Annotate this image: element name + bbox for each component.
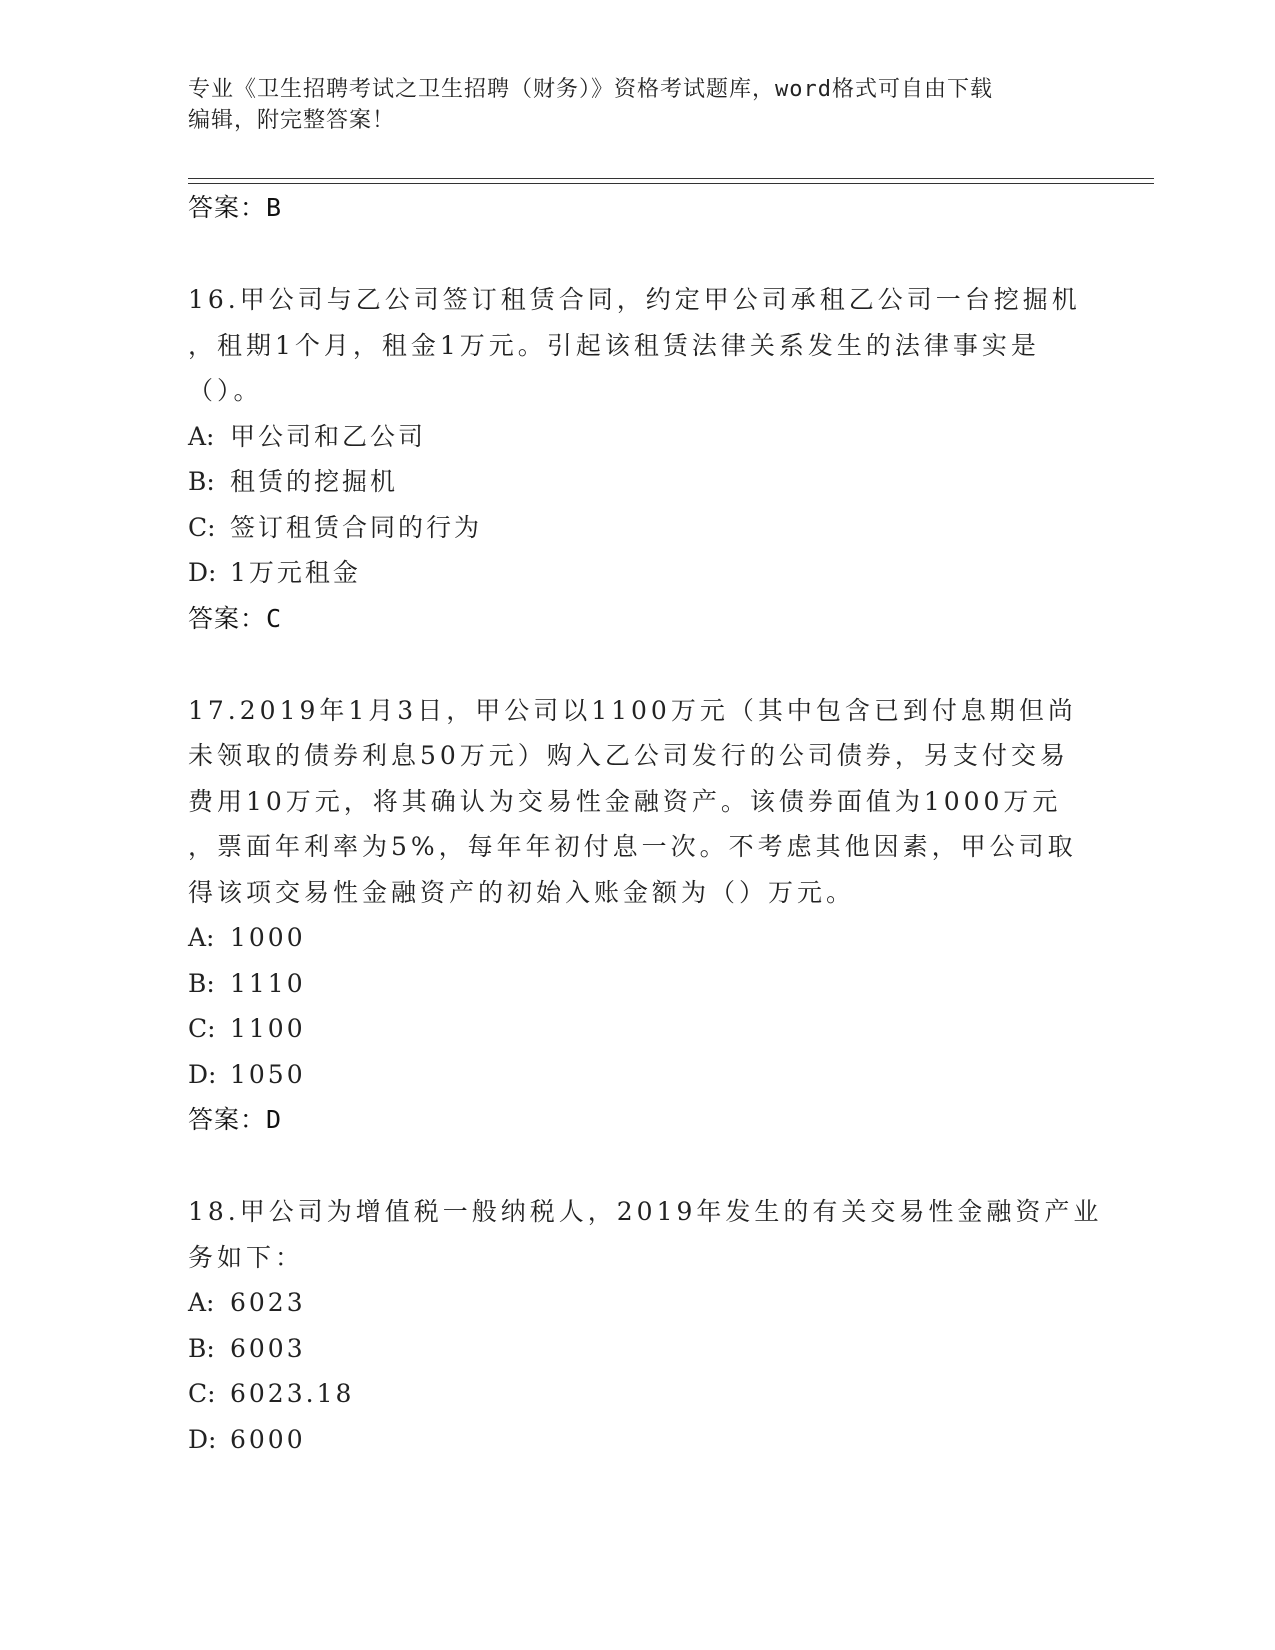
question-stem-line: 16.甲公司与乙公司签订租赁合同，约定甲公司承租乙公司一台挖掘机 — [188, 285, 1081, 314]
question-stem-line: ，租期1个月，租金1万元。引起该租赁法律关系发生的法律事实是 — [188, 330, 1040, 360]
option-key: B: — [188, 968, 215, 998]
question-stem-line: （）。 — [188, 376, 263, 405]
option-text: 6023.18 — [230, 1379, 355, 1408]
document-body — [188, 185, 1103, 1462]
option-key: D: — [188, 1059, 217, 1089]
header-line-2: 编辑，附完整答案！ — [188, 108, 396, 133]
option-text: 6023 — [230, 1288, 306, 1317]
header-rule-bottom — [188, 183, 1154, 184]
option-key: A: — [188, 1288, 215, 1317]
option-text: 1000 — [230, 923, 306, 952]
option-key: B: — [188, 467, 215, 496]
option-b — [188, 459, 1088, 505]
option-a — [188, 1280, 1088, 1326]
question-answer: 答案：C — [188, 603, 283, 633]
question-stem-line: 得该项交易性金融资产的初始入账金额为（）万元。 — [188, 877, 856, 907]
option-key: D: — [188, 1424, 217, 1454]
option-c — [188, 505, 1088, 551]
header-rule-top — [188, 178, 1154, 179]
option-key: A: — [188, 923, 215, 952]
option-text: 1万元租金 — [230, 558, 361, 587]
option-text: 签订租赁合同的行为 — [230, 512, 483, 542]
question-stem-line: 务如下： — [188, 1242, 305, 1272]
option-text: 甲公司和乙公司 — [230, 421, 427, 451]
option-b — [188, 961, 1088, 1007]
option-text: 6000 — [230, 1424, 306, 1454]
question-stem-line: 17.2019年1月3日，甲公司以1100万元（其中包含已到付息期但尚 — [188, 695, 1077, 725]
previous-answer: 答案：B — [188, 193, 283, 222]
header-line-1: 专业《卫生招聘考试之卫生招聘（财务）》资格考试题库，word格式可自由下载 — [188, 77, 993, 102]
option-key: A: — [188, 421, 215, 451]
question-stem-line: ，票面年利率为5%，每年年初付息一次。不考虑其他因素，甲公司取 — [188, 832, 1077, 861]
question-answer: 答案：D — [188, 1105, 283, 1134]
option-text: 6003 — [230, 1333, 306, 1363]
question-stem-line: 费用10万元，将其确认为交易性金融资产。该债券面值为1000万元 — [188, 786, 1062, 816]
question-stem-line: 18.甲公司为增值税一般纳税人，2019年发生的有关交易性金融资产业 — [188, 1197, 1103, 1226]
option-d — [188, 1052, 1088, 1098]
option-key: C: — [188, 1379, 216, 1408]
option-text: 1110 — [230, 968, 306, 998]
option-a — [188, 915, 1088, 961]
option-c — [188, 1006, 1088, 1052]
option-text: 租赁的挖掘机 — [230, 467, 399, 496]
option-a — [188, 414, 1088, 460]
question-18 — [188, 1189, 1103, 1462]
question-stem-line: 未领取的债券利息50万元）购入乙公司发行的公司债券，另支付交易 — [188, 741, 1069, 770]
option-text: 1050 — [230, 1059, 306, 1089]
document-header — [188, 74, 1088, 136]
question-16 — [188, 277, 1088, 642]
option-key: D: — [188, 558, 217, 587]
option-key: C: — [188, 1014, 216, 1043]
option-d — [188, 550, 1088, 596]
option-key: B: — [188, 1333, 215, 1363]
option-b — [188, 1326, 1088, 1372]
question-17 — [188, 688, 1088, 1144]
option-d — [188, 1417, 1088, 1463]
option-text: 1100 — [230, 1014, 306, 1043]
option-c — [188, 1371, 1088, 1417]
option-key: C: — [188, 512, 216, 542]
